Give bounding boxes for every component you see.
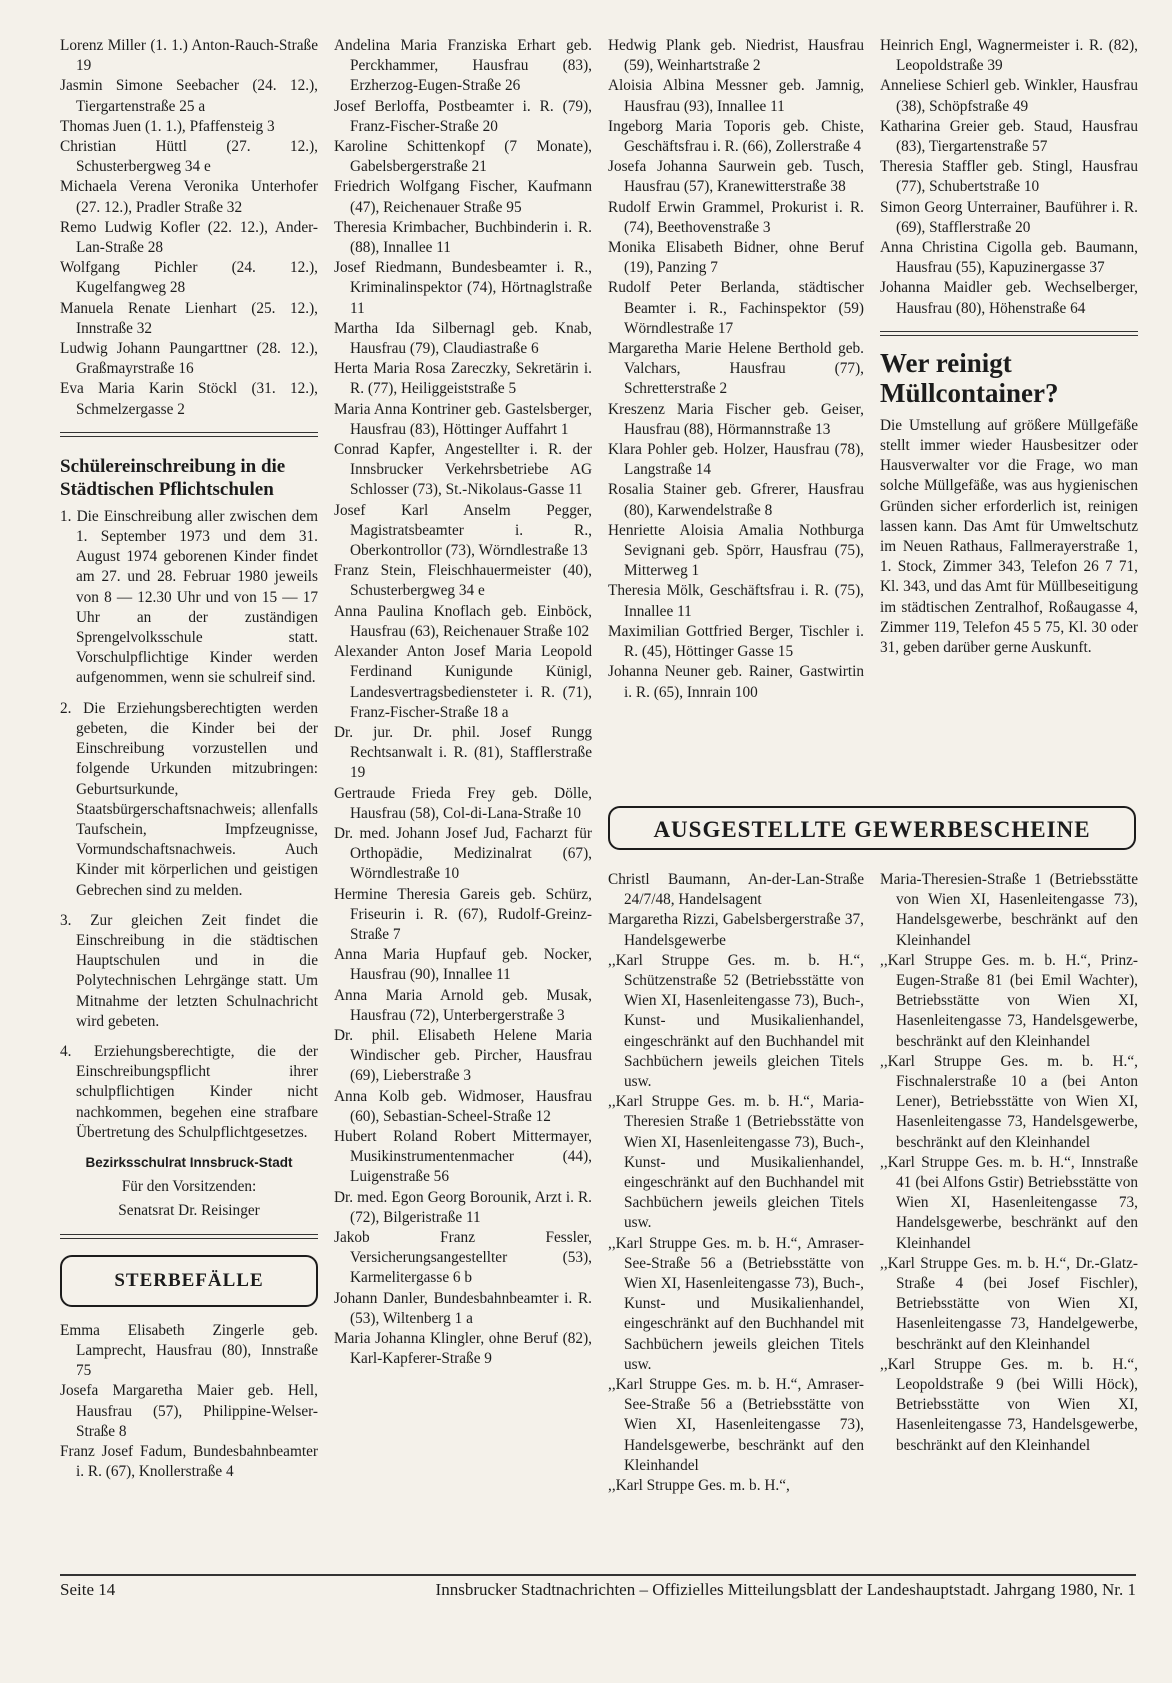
list-item: Margaretha Marie Helene Berthold geb. Valchars, Hausfrau (77), Schretterstraße 2 [608, 340, 864, 398]
list-item: Dr. med. Johann Josef Jud, Facharzt für Orthopädie, Medizinalrat (67), Wörndlestraße 10 [334, 824, 592, 883]
list-item: ,,Karl Struppe Ges. m. b. H.“, Dr.-Glatz-Straße 4 (bei Josef Fischler), Betriebsstätte von Wien XI, Hasenleitengasse 73, Handelgewerbe, beschränkt auf den Kleinhandel [880, 1254, 1138, 1353]
list-item: Anneliese Schierl geb. Winkler, Hausfrau (38), Schöpfstraße 49 [880, 77, 1138, 115]
list-item: Theresia Mölk, Geschäftsfrau i. R. (75), Innallee 11 [608, 582, 864, 620]
list-item: Maria Anna Kontriner geb. Gastelsberger, Hausfrau (83), Höttinger Auffahrt 1 [334, 400, 592, 438]
list-item: Emma Elisabeth Zingerle geb. Lamprecht, Hausfrau (80), Innstraße 75 [60, 1321, 318, 1380]
list-item: Karoline Schittenkopf (7 Monate), Gabelsbergerstraße 21 [334, 138, 592, 176]
list-item: Martha Ida Silbernagl geb. Knab, Hausfrau (79), Claudiastraße 6 [334, 319, 592, 358]
muell-heading: Wer reinigt Müllcontainer? [880, 347, 1059, 408]
list-item: Aloisia Albina Messner geb. Jamnig, Hausfrau (93), Innallee 11 [608, 77, 864, 115]
list-item: Christian Hüttl (27. 12.), Schusterbergweg 34 e [60, 138, 318, 176]
list-item: Michaela Verena Veronika Unterhofer (27. 12.), Pradler Straße 32 [60, 178, 318, 216]
list-item: Dr. jur. Dr. phil. Josef Rungg Rechtsanwalt i. R. (81), Stafflerstraße 19 [334, 723, 592, 782]
signature-title: Bezirksschulrat Innsbruck-Stadt [85, 1154, 293, 1170]
list-item: Kreszenz Maria Fischer geb. Geiser, Hausfrau (88), Hörmannstraße 13 [608, 400, 864, 438]
gewerbe-heading: AUSGESTELLTE GEWERBESCHEINE [608, 806, 1136, 850]
muell-text: Die Umstellung auf größere Müllgefäße stellt immer wieder Hausbesitzer oder Hausverwalter vor die Frage, wo man solche Müllgefäße, was aus hygienischen Gründen sicher erforderlich ist, reinigen lassen kann. Das Amt für Umweltschutz im Neuen Rathaus, Fallmerayerstraße 1, 1. Stock, Zimmer 343, Telefon 26 7 71, Kl. 343, und das Amt für Müllbeseitigung im städtischen Zentralhof, Roßaugasse 4, Zimmer 119, Telefon 45 5 75, Kl. 30 oder 31, geben darüber gerne Auskunft. [880, 416, 1138, 657]
page-footer [60, 1580, 1136, 1600]
births-list [60, 36, 318, 420]
list-item: Rosalia Stainer geb. Gfrerer, Hausfrau (80), Karwendelstraße 8 [608, 481, 864, 519]
list-item: Anna Kolb geb. Widmoser, Hausfrau (60), Sebastian-Scheel-Straße 12 [334, 1087, 592, 1125]
list-item: ,,Karl Struppe Ges. m. b. H.“, Fischnalerstraße 10 a (bei Anton Lener), Betriebsstätte von Wien XI, Hasenleitengasse 73, Handelsgewerbe, beschränkt auf den Kleinhandel [880, 1052, 1138, 1151]
list-item: Conrad Kapfer, Angestellter i. R. der Innsbrucker Verkehrsbetriebe AG Schlosser (73), St.-Nikolaus-Gasse 11 [334, 441, 592, 499]
section-divider [880, 331, 1138, 336]
list-item: Friedrich Wolfgang Fischer, Kaufmann (47), Reichenauer Straße 95 [334, 178, 592, 216]
list-item: Anna Maria Hupfauf geb. Nocker, Hausfrau (90), Innallee 11 [334, 946, 592, 984]
list-item: ,,Karl Struppe Ges. m. b. H.“, Innstraße 41 (bei Alfons Gstir) Betriebsstätte von Wien XI, Hasenleitengasse 73, Handelsgewerbe, beschränkt auf den Kleinhandel [880, 1153, 1138, 1252]
list-item: Heinrich Engl, Wagnermeister i. R. (82), Leopoldstraße 39 [880, 37, 1138, 75]
school-paragraph: 2. Die Erziehungsberechtigten werden gebeten, die Kinder bei der Einschreibung vorzustellen und folgende Urkunden mitzubringen: Geburtsurkunde, Staatsbürgerschaftsnachweis; allenfalls Taufschein, Impfzeugnisse, Vormundschaftsnachweis. Auch Kinder mit körperlichen und geistigen Gebrechen sind zu melden. [60, 699, 318, 899]
list-item: Anna Maria Arnold geb. Musak, Hausfrau (72), Unterbergerstraße 3 [334, 986, 592, 1024]
list-item: Manuela Renate Lienhart (25. 12.), Innstraße 32 [60, 299, 318, 337]
signature-name: Senatsrat Dr. Reisinger [118, 1202, 260, 1220]
list-item: Eva Maria Karin Stöckl (31. 12.), Schmelzergasse 2 [60, 380, 318, 418]
school-paragraph: 4. Erziehungsberechtigte, die der Einschreibungspflicht ihrer schulpflichtigen Kinder nicht nachkommen, begehen eine strafbare Übertretung des Schulpflichtgesetzes. [60, 1042, 318, 1141]
list-item: ,,Karl Struppe Ges. m. b. H.“, Schützenstraße 52 (Betriebsstätte von Wien XI, Hasenleitengasse 73), Buch-, Kunst- und Musikalienhandel, eingeschränkt auf den Buchhandel mit Sachbüchern jeweils gleichen Titels usw. [608, 951, 864, 1091]
list-item: Katharina Greier geb. Staud, Hausfrau (83), Tiergartenstraße 57 [880, 117, 1138, 156]
list-item: ,,Karl Struppe Ges. m. b. H.“, Leopoldstraße 9 (bei Willi Höck), Betriebsstätte von Wien XI, Hasenleitengasse 73, Handelsgewerbe, beschränkt auf den Kleinhandel [880, 1355, 1138, 1454]
column-4 [880, 36, 1138, 658]
list-item: Henriette Aloisia Amalia Nothburga Sevignani geb. Spörr, Hausfrau (75), Mitterweg 1 [608, 521, 864, 580]
list-item: Anna Paulina Knoflach geb. Einböck, Hausfrau (63), Reichenauer Straße 102 [334, 602, 592, 640]
footer-divider [60, 1574, 1136, 1576]
deaths-heading: STERBEFÄLLE [60, 1255, 318, 1307]
list-item: Theresia Staffler geb. Stingl, Hausfrau (77), Schubertstraße 10 [880, 158, 1138, 196]
school-heading: Schülereinschreibung in die Städtischen Pflichtschulen [60, 455, 286, 500]
list-item: Maria-Theresien-Straße 1 (Betriebsstätte von Wien XI, Hasenleitengasse 73), Handelsgewerbe, beschränkt auf den Kleinhandel [880, 871, 1138, 949]
section-divider [60, 432, 318, 437]
list-item: Franz Josef Fadum, Bundesbahnbeamter i. R. (67), Knollerstraße 4 [60, 1442, 318, 1481]
publication-title: Innsbrucker Stadtnachrichten – Offizielles Mitteilungsblatt der Landeshauptstadt. Jahrgang 1980, Nr. 1 [435, 1580, 1136, 1599]
list-item: Klara Pohler geb. Holzer, Hausfrau (78), Langstraße 14 [608, 441, 864, 479]
signature-line: Für den Vorsitzenden: [121, 1178, 257, 1196]
list-item: Josef Karl Anselm Pegger, Magistratsbeamter i. R., Oberkontrollor (73), Wörndlestraße 13 [334, 501, 592, 560]
list-item: Simon Georg Unterrainer, Bauführer i. R. (69), Stafflerstraße 20 [880, 198, 1138, 236]
list-item: ,,Karl Struppe Ges. m. b. H.“, Amraser-See-Straße 56 a (Betriebsstätte von Wien XI, Hasenleitengasse 73), Handelsgewerbe, beschränkt auf den Kleinhandel [608, 1376, 864, 1474]
list-item: Ludwig Johann Paungarttner (28. 12.), Graßmayrstraße 16 [60, 340, 318, 378]
list-item: Dr. med. Egon Georg Borounik, Arzt i. R. (72), Bilgeristraße 11 [334, 1188, 592, 1226]
list-item: Theresia Krimbacher, Buchbinderin i. R. (88), Innallee 11 [334, 218, 592, 257]
column-1 [60, 36, 318, 1482]
list-item: ,,Karl Struppe Ges. m. b. H.“, [608, 1477, 790, 1495]
list-item: Wolfgang Pichler (24. 12.), Kugelfangweg 28 [60, 259, 318, 297]
list-item: Franz Stein, Fleischhauermeister (40), Schusterbergweg 34 e [334, 562, 592, 600]
section-divider [60, 1234, 318, 1239]
list-item: Johanna Maidler geb. Wechselberger, Hausfrau (80), Höhenstraße 64 [880, 279, 1138, 317]
list-item: Herta Maria Rosa Zareczky, Sekretärin i. R. (77), Heiliggeiststraße 5 [334, 360, 592, 398]
school-paragraph: 3. Zur gleichen Zeit findet die Einschreibung in die städtischen Hauptschulen und in die Polytechnischen Lehrgänge statt. Um Mitnahme der letzten Schulnachricht wird gebeten. [60, 911, 318, 1030]
list-item: Jakob Franz Fessler, Versicherungsangestellter (53), Karmelitergasse 6 b [334, 1228, 592, 1287]
list-item: ,,Karl Struppe Ges. m. b. H.“, Amraser-See-Straße 56 a (Betriebsstätte von Wien XI, Hasenleitengasse 73), Buch-, Kunst- und Musikalienhandel, eingeschränkt auf den Buchhandel mit Sachbüchern jeweils gleichen Titels usw. [608, 1234, 864, 1373]
list-item: Josefa Johanna Saurwein geb. Tusch, Hausfrau (57), Kranewitterstraße 38 [608, 158, 864, 196]
list-item: Hubert Roland Robert Mittermayer, Musikinstrumentenmacher (44), Luigenstraße 56 [334, 1127, 592, 1186]
list-item: Jasmin Simone Seebacher (24. 12.), Tiergartenstraße 25 a [60, 77, 318, 115]
column-3 [608, 36, 864, 703]
list-item: Rudolf Erwin Grammel, Prokurist i. R. (74), Beethovenstraße 3 [608, 198, 864, 236]
gewerbe-column-right [880, 870, 1138, 1456]
list-item: Remo Ludwig Kofler (22. 12.), Ander-Lan-Straße 28 [60, 218, 318, 257]
list-item: Rudolf Peter Berlanda, städtischer Beamter i. R., Fachinspektor (59) Wörndlestraße 17 [608, 279, 864, 337]
gewerbe-column-left [608, 870, 864, 1496]
list-item: Johanna Neuner geb. Rainer, Gastwirtin i. R. (65), Innrain 100 [608, 663, 864, 701]
page-number: Seite 14 [60, 1580, 116, 1599]
list-item: Johann Danler, Bundesbahnbeamter i. R. (53), Wiltenberg 1 a [334, 1289, 592, 1327]
list-item: Hermine Theresia Gareis geb. Schürz, Friseurin i. R. (67), Rudolf-Greinz-Straße 7 [334, 885, 592, 943]
list-item: Alexander Anton Josef Maria Leopold Ferdinand Kunigunde Künigl, Landesvertragsbediensteter i. R. (71), Franz-Fischer-Straße 18 a [334, 643, 592, 721]
list-item: Lorenz Miller (1. 1.) Anton-Rauch-Straße 19 [60, 37, 318, 75]
list-item: ,,Karl Struppe Ges. m. b. H.“, Maria-Theresien Straße 1 (Betriebsstätte von Wien XI, Hasenleitengasse 73), Buch-, Kunst- und Musikalienhandel, eingeschränkt auf den Buchhandel mit Sachbüchern jeweils gleichen Titels usw. [608, 1093, 864, 1232]
list-item: Dr. phil. Elisabeth Helene Maria Windischer geb. Pircher, Hausfrau (69), Lieberstraße 3 [334, 1026, 592, 1085]
school-paragraph: 1. Die Einschreibung aller zwischen dem 1. September 1973 und dem 31. August 1974 geborenen Kinder findet am 27. und 28. Februar 1980 jeweils von 8 — 12.30 Uhr und von 15 — 17 Uhr an der zuständigen Sprengelvolksschule statt. Vorschulpflichtige Kinder werden aufgenommen, wenn sie schulreif sind. [60, 507, 318, 687]
list-item: Anna Christina Cigolla geb. Baumann, Hausfrau (55), Kapuzinergasse 37 [880, 239, 1138, 277]
list-item: Thomas Juen (1. 1.), Pfaffensteig 3 [60, 117, 275, 135]
list-item: Andelina Maria Franziska Erhart geb. Perckhammer, Hausfrau (83), Erzherzog-Eugen-Straße 26 [334, 37, 592, 95]
list-item: ,,Karl Struppe Ges. m. b. H.“, Prinz-Eugen-Straße 81 (bei Emil Wachter), Betriebsstätte von Wien XI, Hasenleitengasse 73, Handelsgewerbe, beschränkt auf den Kleinhandel [880, 951, 1138, 1050]
list-item: Josef Berloffa, Postbeamter i. R. (79), Franz-Fischer-Straße 20 [334, 97, 592, 135]
list-item: Josefa Margaretha Maier geb. Hell, Hausfrau (57), Philippine-Welser-Straße 8 [60, 1382, 318, 1440]
list-item: Ingeborg Maria Toporis geb. Chiste, Geschäftsfrau i. R. (66), Zollerstraße 4 [608, 117, 864, 156]
list-item: Josef Riedmann, Bundesbeamter i. R., Kriminalinspektor (74), Hörtnaglstraße 11 [334, 259, 592, 317]
deaths-list [60, 1321, 318, 1483]
list-item: Margaretha Rizzi, Gabelsbergerstraße 37, Handelsgewerbe [608, 911, 864, 949]
list-item: Maria Johanna Klingler, ohne Beruf (82), Karl-Kapferer-Straße 9 [334, 1330, 592, 1368]
list-item: Hedwig Plank geb. Niedrist, Hausfrau (59), Weinhartstraße 2 [608, 37, 864, 75]
list-item: Christl Baumann, An-der-Lan-Straße 24/7/48, Handelsagent [608, 871, 864, 909]
list-item: Monika Elisabeth Bidner, ohne Beruf (19), Panzing 7 [608, 239, 864, 277]
list-item: Maximilian Gottfried Berger, Tischler i. R. (45), Höttinger Gasse 15 [608, 622, 864, 661]
column-2 [334, 36, 592, 1369]
list-item: Gertraude Frieda Frey geb. Dölle, Hausfrau (58), Col-di-Lana-Straße 10 [334, 784, 592, 822]
